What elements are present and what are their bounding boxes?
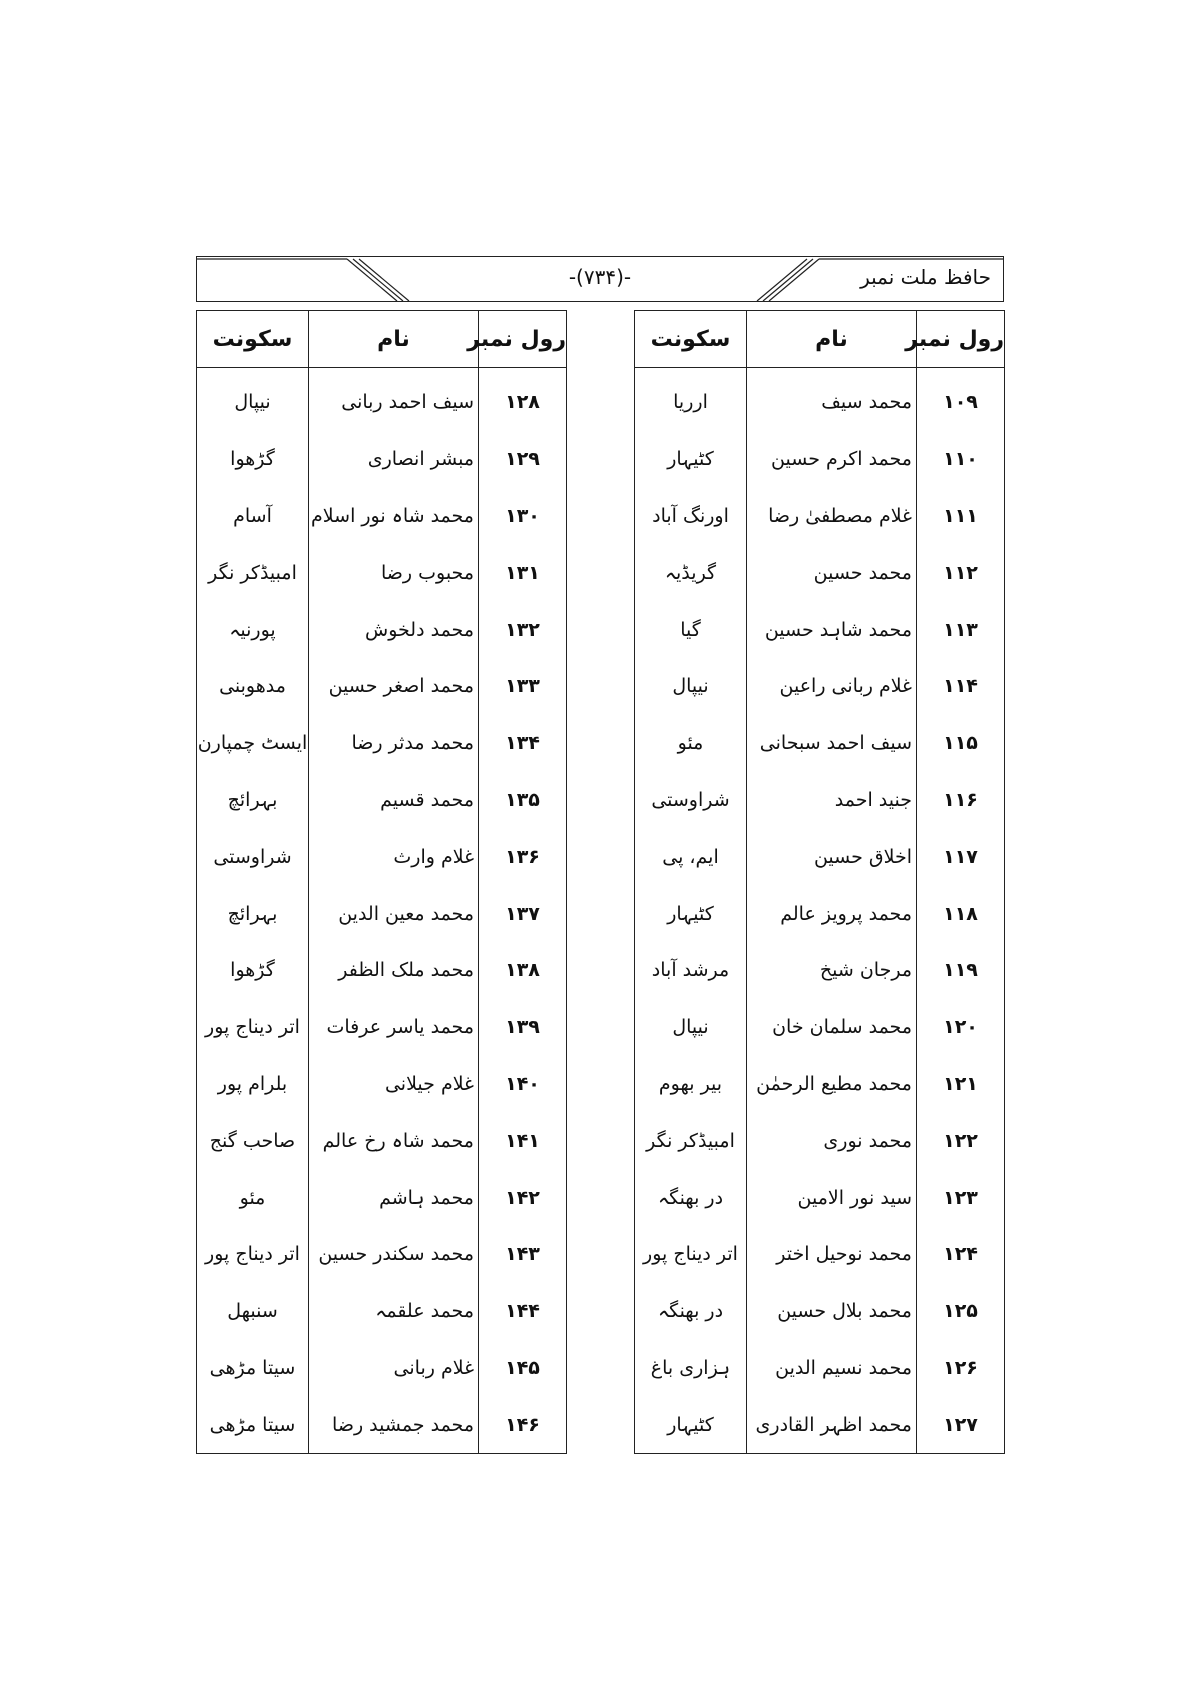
roll-number-cell: ۱۱۸ xyxy=(917,885,1005,942)
student-name-cell: مرجان شیخ xyxy=(747,942,917,999)
roll-number-cell: ۱۱۵ xyxy=(917,715,1005,772)
student-name-cell: محمد نوری xyxy=(747,1112,917,1169)
column-header-name: نام xyxy=(747,311,917,368)
student-name-cell: محبوب رضا xyxy=(309,544,479,601)
roll-number-cell: ۱۳۰ xyxy=(479,488,567,545)
residence-cell: صاحب گنج xyxy=(197,1112,309,1169)
student-name-cell: محمد حسین xyxy=(747,544,917,601)
student-name-cell: محمد ملک الظفر xyxy=(309,942,479,999)
student-name-cell: محمد ہاشم xyxy=(309,1169,479,1226)
table-row xyxy=(635,544,1005,601)
residence-cell: بیر بھوم xyxy=(635,1056,747,1113)
residence-cell: شراوستی xyxy=(635,772,747,829)
roll-number-cell: ۱۳۸ xyxy=(479,942,567,999)
table-row xyxy=(197,601,567,658)
residence-cell: کٹیہار xyxy=(635,1396,747,1453)
roll-number-cell: ۱۴۲ xyxy=(479,1169,567,1226)
student-name-cell: غلام ربانی راعین xyxy=(747,658,917,715)
table-header-row xyxy=(197,311,567,368)
roll-number-cell: ۱۲۴ xyxy=(917,1226,1005,1283)
roll-number-cell: ۱۴۳ xyxy=(479,1226,567,1283)
residence-cell: امبیڈکر نگر xyxy=(197,544,309,601)
residence-cell: اتر دیناج پور xyxy=(197,999,309,1056)
student-name-cell: غلام ربانی xyxy=(309,1340,479,1397)
residence-cell: بلرام پور xyxy=(197,1056,309,1113)
table-row xyxy=(635,1226,1005,1283)
roll-number-cell: ۱۳۳ xyxy=(479,658,567,715)
table-row xyxy=(635,1056,1005,1113)
table-header-row xyxy=(635,311,1005,368)
residence-cell: مئو xyxy=(635,715,747,772)
residence-cell: شراوستی xyxy=(197,828,309,885)
student-name-cell: سیف احمد ربانی xyxy=(309,368,479,431)
table-row xyxy=(635,999,1005,1056)
column-header-name: نام xyxy=(309,311,479,368)
residence-cell: مرشد آباد xyxy=(635,942,747,999)
roll-number-cell: ۱۳۱ xyxy=(479,544,567,601)
student-name-cell: غلام مصطفیٰ رضا xyxy=(747,488,917,545)
table-row xyxy=(635,1283,1005,1340)
roll-number-cell: ۱۳۷ xyxy=(479,885,567,942)
student-name-cell: محمد سیف xyxy=(747,368,917,431)
column-header-roll: رول نمبر xyxy=(479,311,567,368)
roll-number-cell: ۱۴۰ xyxy=(479,1056,567,1113)
table-row xyxy=(197,1056,567,1113)
residence-cell: کٹیہار xyxy=(635,431,747,488)
roll-number-cell: ۱۲۹ xyxy=(479,431,567,488)
residence-cell: گیا xyxy=(635,601,747,658)
table-row xyxy=(197,772,567,829)
residence-cell: گڑھوا xyxy=(197,942,309,999)
column-header-residence: سکونت xyxy=(635,311,747,368)
table-row xyxy=(197,828,567,885)
student-name-cell: محمد معین الدین xyxy=(309,885,479,942)
table-row xyxy=(635,828,1005,885)
student-name-cell: محمد مدثر رضا xyxy=(309,715,479,772)
table-row xyxy=(197,1226,567,1283)
roll-number-cell: ۱۳۶ xyxy=(479,828,567,885)
table-row xyxy=(197,885,567,942)
table-row xyxy=(197,544,567,601)
table-row xyxy=(635,1396,1005,1453)
residence-cell: پورنیہ xyxy=(197,601,309,658)
residence-cell: اورنگ آباد xyxy=(635,488,747,545)
roll-number-cell: ۱۱۰ xyxy=(917,431,1005,488)
table-row xyxy=(635,488,1005,545)
page-header xyxy=(196,256,1004,302)
column-header-residence: سکونت xyxy=(197,311,309,368)
roll-number-cell: ۱۱۷ xyxy=(917,828,1005,885)
table-row xyxy=(197,431,567,488)
student-name-cell: محمد دلخوش xyxy=(309,601,479,658)
table-row xyxy=(197,715,567,772)
residence-cell: نیپال xyxy=(635,999,747,1056)
residence-cell: بہرائچ xyxy=(197,885,309,942)
table-row xyxy=(635,885,1005,942)
table-row xyxy=(635,601,1005,658)
roll-number-cell: ۱۲۸ xyxy=(479,368,567,431)
student-name-cell: محمد شاہد حسین xyxy=(747,601,917,658)
student-name-cell: محمد سلمان خان xyxy=(747,999,917,1056)
student-name-cell: غلام جیلانی xyxy=(309,1056,479,1113)
roll-table-left xyxy=(196,310,567,1454)
residence-cell: مدھوبنی xyxy=(197,658,309,715)
student-name-cell: اخلاق حسین xyxy=(747,828,917,885)
student-name-cell: محمد یاسر عرفات xyxy=(309,999,479,1056)
residence-cell: سیتا مڑھی xyxy=(197,1396,309,1453)
roll-number-cell: ۱۲۷ xyxy=(917,1396,1005,1453)
roll-number-cell: ۱۳۴ xyxy=(479,715,567,772)
page-number: -(۷۳۴)- xyxy=(568,265,632,289)
student-name-cell: محمد پرویز عالم xyxy=(747,885,917,942)
table-row xyxy=(635,772,1005,829)
student-name-cell: محمد اظہر القادری xyxy=(747,1396,917,1453)
residence-cell: نیپال xyxy=(635,658,747,715)
table-row xyxy=(635,1340,1005,1397)
roll-number-cell: ۱۴۵ xyxy=(479,1340,567,1397)
table-row xyxy=(635,1169,1005,1226)
residence-cell: بہرائچ xyxy=(197,772,309,829)
student-name-cell: محمد جمشید رضا xyxy=(309,1396,479,1453)
table-row xyxy=(635,431,1005,488)
roll-number-cell: ۱۱۳ xyxy=(917,601,1005,658)
table-row xyxy=(197,1396,567,1453)
table-row xyxy=(635,942,1005,999)
student-name-cell: مبشر انصاری xyxy=(309,431,479,488)
roll-number-cell: ۱۲۵ xyxy=(917,1283,1005,1340)
residence-cell: کٹیہار xyxy=(635,885,747,942)
student-name-cell: جنید احمد xyxy=(747,772,917,829)
student-name-cell: محمد شاہ نور اسلام xyxy=(309,488,479,545)
table-row xyxy=(197,1340,567,1397)
residence-cell: مئو xyxy=(197,1169,309,1226)
residence-cell: گڑھوا xyxy=(197,431,309,488)
student-name-cell: محمد اصغر حسین xyxy=(309,658,479,715)
roll-number-cell: ۱۲۱ xyxy=(917,1056,1005,1113)
table-row xyxy=(197,368,567,431)
residence-cell: نیپال xyxy=(197,368,309,431)
table-row xyxy=(197,1112,567,1169)
roll-number-cell: ۱۳۵ xyxy=(479,772,567,829)
student-name-cell: غلام وارث xyxy=(309,828,479,885)
roll-number-cell: ۱۴۴ xyxy=(479,1283,567,1340)
roll-number-cell: ۱۴۶ xyxy=(479,1396,567,1453)
student-name-cell: محمد بلال حسین xyxy=(747,1283,917,1340)
table-row xyxy=(635,368,1005,431)
roll-number-cell: ۱۱۴ xyxy=(917,658,1005,715)
residence-cell: امبیڈکر نگر xyxy=(635,1112,747,1169)
table-row xyxy=(197,942,567,999)
student-name-cell: محمد قسیم xyxy=(309,772,479,829)
table-row xyxy=(197,1169,567,1226)
roll-number-cell: ۱۲۲ xyxy=(917,1112,1005,1169)
roll-number-cell: ۱۴۱ xyxy=(479,1112,567,1169)
roll-number-cell: ۱۱۲ xyxy=(917,544,1005,601)
residence-cell: در بھنگہ xyxy=(635,1169,747,1226)
residence-cell: ایم، پی xyxy=(635,828,747,885)
student-name-cell: محمد نسیم الدین xyxy=(747,1340,917,1397)
student-name-cell: محمد مطیع الرحمٰن xyxy=(747,1056,917,1113)
table-row xyxy=(197,488,567,545)
student-name-cell: محمد اکرم حسین xyxy=(747,431,917,488)
residence-cell: ارریا xyxy=(635,368,747,431)
residence-cell: سنبھل xyxy=(197,1283,309,1340)
student-name-cell: سیف احمد سبحانی xyxy=(747,715,917,772)
roll-table-right xyxy=(634,310,1005,1454)
residence-cell: اتر دیناج پور xyxy=(197,1226,309,1283)
student-name-cell: محمد نوحیل اختر xyxy=(747,1226,917,1283)
roll-number-cell: ۱۱۹ xyxy=(917,942,1005,999)
table-body-left xyxy=(197,368,567,1454)
table-body-right xyxy=(635,368,1005,1454)
residence-cell: سیتا مڑھی xyxy=(197,1340,309,1397)
residence-cell: ہزاری باغ xyxy=(635,1340,747,1397)
table-row xyxy=(197,658,567,715)
table-row xyxy=(197,999,567,1056)
column-header-roll: رول نمبر xyxy=(917,311,1005,368)
residence-cell: ایسٹ چمپارن xyxy=(197,715,309,772)
roll-number-cell: ۱۱۶ xyxy=(917,772,1005,829)
roll-number-cell: ۱۱۱ xyxy=(917,488,1005,545)
roll-number-cell: ۱۳۹ xyxy=(479,999,567,1056)
student-name-cell: سید نور الامین xyxy=(747,1169,917,1226)
roll-number-cell: ۱۳۲ xyxy=(479,601,567,658)
roll-number-cell: ۱۲۰ xyxy=(917,999,1005,1056)
table-row xyxy=(635,1112,1005,1169)
student-name-cell: محمد شاہ رخ عالم xyxy=(309,1112,479,1169)
residence-cell: اتر دیناج پور xyxy=(635,1226,747,1283)
roll-number-cell: ۱۰۹ xyxy=(917,368,1005,431)
student-name-cell: محمد علقمہ xyxy=(309,1283,479,1340)
table-row xyxy=(635,658,1005,715)
residence-cell: آسام xyxy=(197,488,309,545)
residence-cell: در بھنگہ xyxy=(635,1283,747,1340)
residence-cell: گریڈیہ xyxy=(635,544,747,601)
roll-number-cell: ۱۲۶ xyxy=(917,1340,1005,1397)
table-row xyxy=(635,715,1005,772)
header-title: حافظ ملت نمبر xyxy=(860,265,991,289)
table-row xyxy=(197,1283,567,1340)
roll-number-cell: ۱۲۳ xyxy=(917,1169,1005,1226)
student-name-cell: محمد سکندر حسین xyxy=(309,1226,479,1283)
